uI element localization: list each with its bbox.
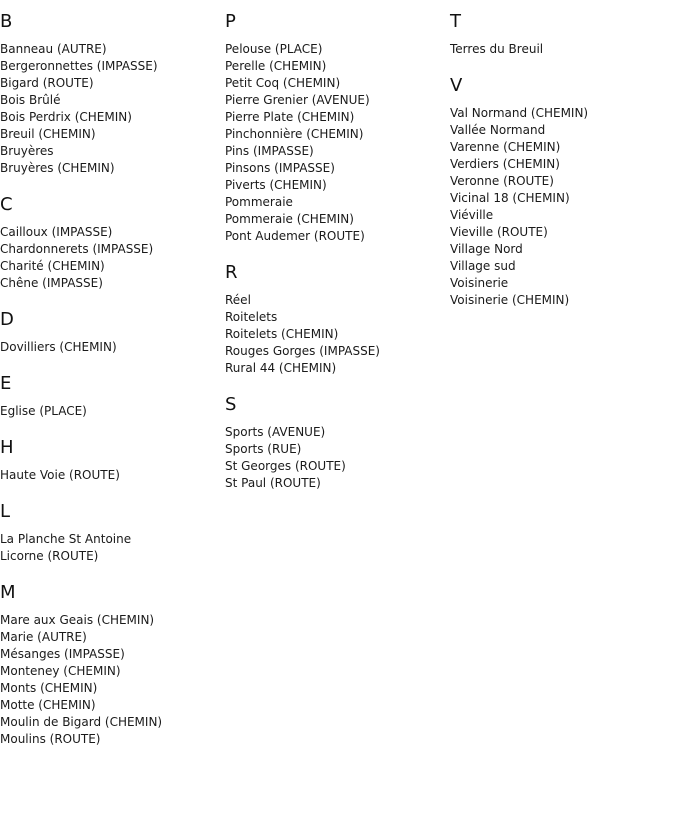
street-link[interactable]: Sports (AVENUE) [225,425,326,439]
street-link[interactable]: Rouges Gorges (IMPASSE) [225,344,380,358]
street-list [450,41,670,58]
letter-section [450,11,670,58]
street-list [225,292,445,377]
street-link[interactable]: Varenne (CHEMIN) [450,140,561,154]
street-link[interactable]: Pommeraie [225,195,293,209]
street-link[interactable]: Pont Audemer (ROUTE) [225,229,365,243]
letter-heading: V [450,75,463,96]
street-link[interactable]: Moulin de Bigard (CHEMIN) [0,715,163,729]
street-link[interactable]: Charité (CHEMIN) [0,259,105,273]
street-link[interactable]: Pins (IMPASSE) [225,144,314,158]
street-link[interactable]: Roitelets (CHEMIN) [225,327,339,341]
street-link[interactable]: Bois Perdrix (CHEMIN) [0,110,132,124]
letter-section [225,262,445,377]
street-link[interactable]: Village sud [450,259,516,273]
letter-heading: E [0,373,12,394]
letter-section [0,11,220,177]
street-link[interactable]: Petit Coq (CHEMIN) [225,76,341,90]
street-link[interactable]: Village Nord [450,242,523,256]
street-link[interactable]: Voisinerie [450,276,509,290]
street-link[interactable]: Pinchonnière (CHEMIN) [225,127,364,141]
letter-section [0,582,220,748]
street-link[interactable]: Val Normand (CHEMIN) [450,106,589,120]
letter-heading: D [0,309,14,330]
letter-section [225,394,445,492]
street-index-column-2 [225,11,445,509]
street-link[interactable]: Pommeraie (CHEMIN) [225,212,354,226]
street-link[interactable]: Moulins (ROUTE) [0,732,101,746]
letter-heading: L [0,501,11,522]
street-index-column-1 [0,11,220,765]
street-link[interactable]: Réel [225,293,251,307]
letter-heading: P [225,11,236,32]
street-link[interactable]: Mésanges (IMPASSE) [0,647,125,661]
street-link[interactable]: Eglise (PLACE) [0,404,87,418]
letter-heading: C [0,194,13,215]
street-list [225,41,445,245]
letter-section [450,75,670,309]
letter-heading: B [0,11,13,32]
street-list [0,467,220,484]
street-link[interactable]: Dovilliers (CHEMIN) [0,340,117,354]
street-link[interactable]: Piverts (CHEMIN) [225,178,327,192]
letter-section [0,437,220,484]
street-link[interactable]: Chêne (IMPASSE) [0,276,103,290]
street-list [450,105,670,309]
street-list [0,531,220,565]
street-link[interactable]: Sports (RUE) [225,442,302,456]
street-link[interactable]: Mare aux Geais (CHEMIN) [0,613,155,627]
letter-section [0,501,220,565]
street-link[interactable]: Bergeronnettes (IMPASSE) [0,59,158,73]
street-link[interactable]: Chardonnerets (IMPASSE) [0,242,154,256]
street-link[interactable]: Vicinal 18 (CHEMIN) [450,191,570,205]
street-link[interactable]: Perelle (CHEMIN) [225,59,327,73]
street-link[interactable]: Vieville (ROUTE) [450,225,548,239]
street-link[interactable]: La Planche St Antoine [0,532,132,546]
street-link[interactable]: Roitelets [225,310,278,324]
street-link[interactable]: Verdiers (CHEMIN) [450,157,560,171]
street-list [0,403,220,420]
street-link[interactable]: Marie (AUTRE) [0,630,87,644]
street-link[interactable]: Licorne (ROUTE) [0,549,99,563]
street-link[interactable]: Bruyères [0,144,54,158]
letter-heading: S [225,394,237,415]
letter-heading: H [0,437,14,458]
street-link[interactable]: Monts (CHEMIN) [0,681,98,695]
street-link[interactable]: Bruyères (CHEMIN) [0,161,115,175]
street-link[interactable]: Terres du Breuil [450,42,544,56]
street-link[interactable]: Pelouse (PLACE) [225,42,323,56]
street-link[interactable]: Pierre Grenier (AVENUE) [225,93,370,107]
street-link[interactable]: Haute Voie (ROUTE) [0,468,120,482]
letter-section [0,194,220,292]
street-link[interactable]: Pinsons (IMPASSE) [225,161,335,175]
letter-heading: M [0,582,16,603]
street-link[interactable]: St Paul (ROUTE) [225,476,321,490]
street-link[interactable]: Pierre Plate (CHEMIN) [225,110,355,124]
street-link[interactable]: Monteney (CHEMIN) [0,664,121,678]
street-list [0,339,220,356]
street-link[interactable]: Rural 44 (CHEMIN) [225,361,337,375]
street-link[interactable]: Breuil (CHEMIN) [0,127,96,141]
letter-section [0,309,220,356]
street-list [0,41,220,177]
letter-section [0,373,220,420]
street-list [0,612,220,748]
street-link[interactable]: Vallée Normand [450,123,546,137]
street-link[interactable]: Motte (CHEMIN) [0,698,96,712]
street-link[interactable]: Viéville [450,208,494,222]
street-link[interactable]: Veronne (ROUTE) [450,174,554,188]
street-link[interactable]: St Georges (ROUTE) [225,459,346,473]
street-link[interactable]: Cailloux (IMPASSE) [0,225,113,239]
street-link[interactable]: Bois Brûlé [0,93,61,107]
street-link[interactable]: Bigard (ROUTE) [0,76,94,90]
street-link[interactable]: Voisinerie (CHEMIN) [450,293,570,307]
letter-section [225,11,445,245]
letter-heading: T [450,11,461,32]
street-list [225,424,445,492]
street-list [0,224,220,292]
street-link[interactable]: Banneau (AUTRE) [0,42,107,56]
street-index-column-3 [450,11,670,326]
letter-heading: R [225,262,238,283]
